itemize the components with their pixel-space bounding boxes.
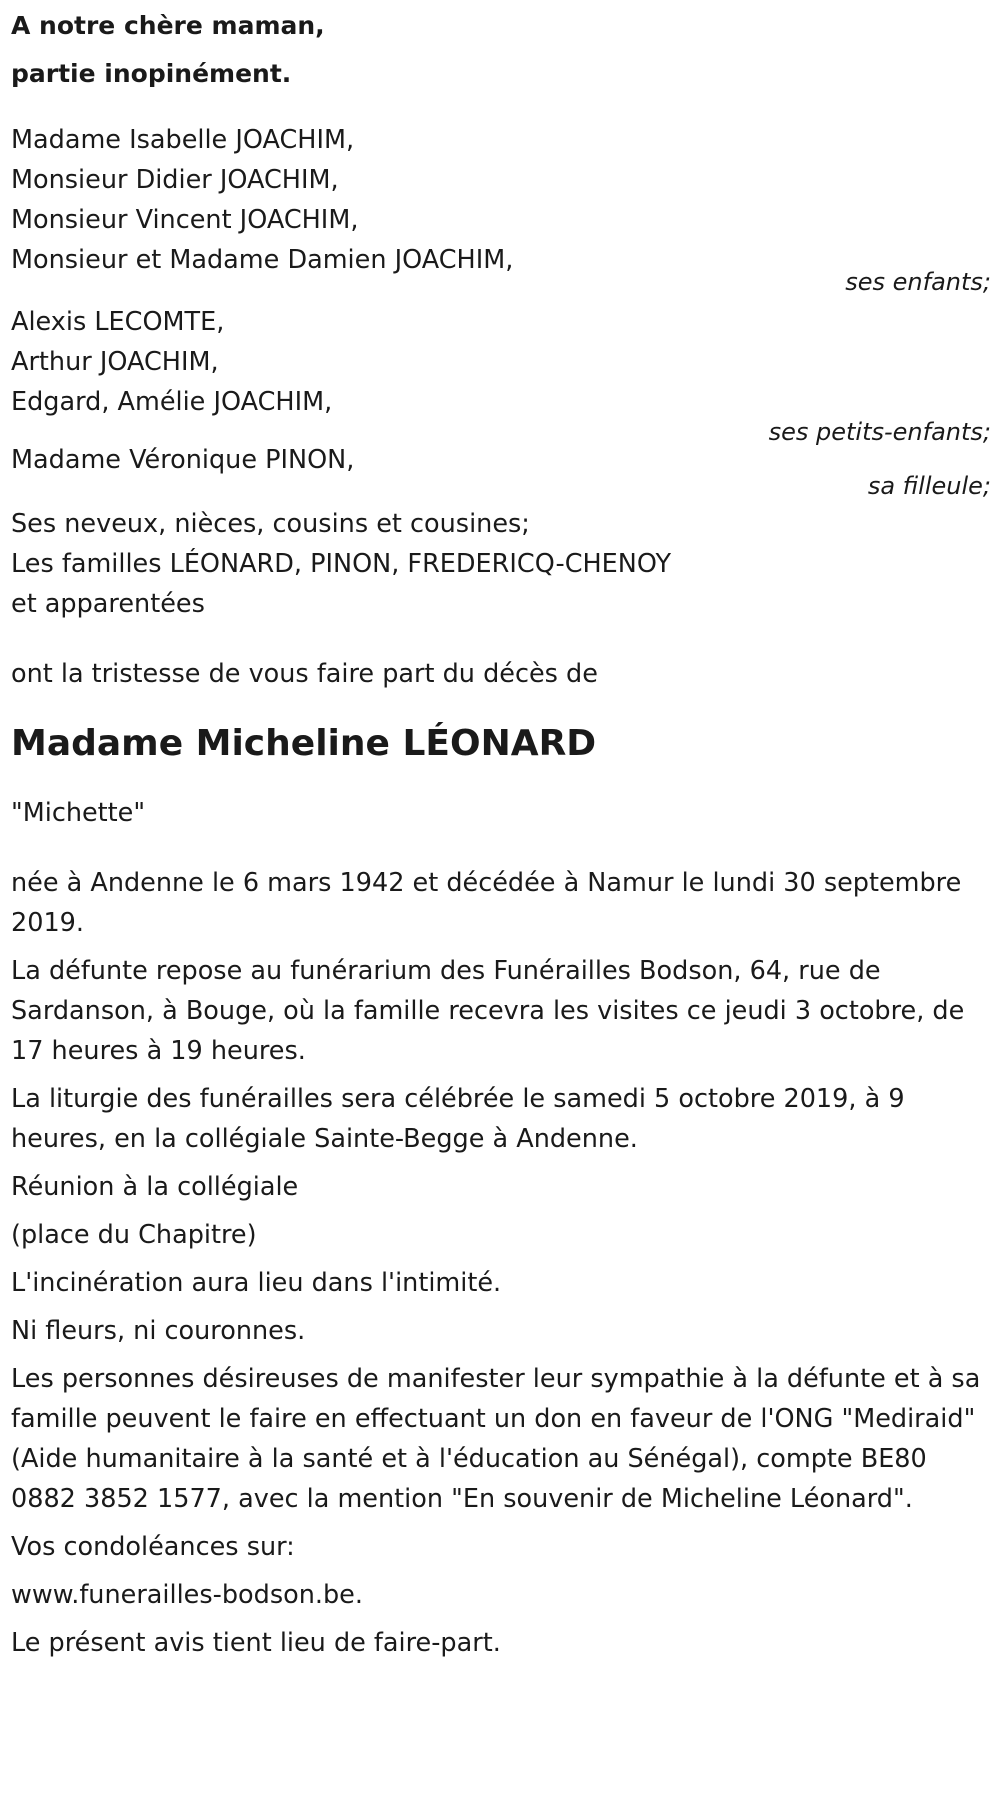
nickname: "Michette" [11,798,146,828]
intro-line-1: A notre chère maman, [11,11,325,40]
child-name: Monsieur Didier JOACHIM, [11,165,339,195]
goddaughter-name: Madame Véronique PINON, [11,445,355,475]
family-line: Les familles LÉONARD, PINON, FREDERICQ-CHENOY [11,549,672,579]
announcement-text: ont la tristesse de vous faire part du décès de [11,659,598,689]
child-name: Monsieur et Madame Damien JOACHIM, [11,245,514,275]
paragraph-liturgy: La liturgie des funérailles sera célébrée le samedi 5 octobre 2019, à 9 heures, en la collégiale Sainte-Begge à Andenne. [11,1084,905,1154]
paragraph-donation: Les personnes désireuses de manifester leur sympathie à la défunte et à sa famille peuvent le faire en effectuant un don en faveur de l'ONG "Mediraid" (Aide humanitaire à la santé et à l'éducation au Sénégal), compte BE80 0882 3852 1577, avec la mention "En souvenir de Micheline Léonard". [11,1364,981,1514]
goddaughter-group [11,440,1000,500]
family-line: et apparentées [11,589,205,619]
grandchild-name: Arthur JOACHIM, [11,347,219,377]
intro-heading [11,0,1000,98]
goddaughter-role: sa filleule; [867,472,991,500]
intro-line-2: partie inopinément. [11,59,292,88]
family-group [11,504,1000,624]
paragraph-meeting: Réunion à la collégiale [11,1172,299,1202]
paragraph-funerarium: La défunte repose au funérarium des Funérailles Bodson, 64, rue de Sardanson, à Bouge, où la famille recevra les visites ce jeudi 3 octobre, de 17 heures à 19 heures. [11,956,965,1066]
paragraph-cremation: L'incinération aura lieu dans l'intimité. [11,1268,502,1298]
child-name: Madame Isabelle JOACHIM, [11,125,355,155]
children-role: ses enfants; [845,268,991,296]
grandchild-name: Alexis LECOMTE, [11,307,225,337]
grandchildren-group [11,302,1000,446]
family-line: Ses neveux, nièces, cousins et cousines; [11,509,530,539]
deceased-name: Madame Micheline LÉONARD [11,723,597,764]
paragraph-birth-death: née à Andenne le 6 mars 1942 et décédée à Namur le lundi 30 septembre 2019. [11,868,962,938]
grandchild-name: Edgard, Amélie JOACHIM, [11,387,333,417]
paragraph-place: (place du Chapitre) [11,1220,257,1250]
paragraph-condolences: Vos condoléances sur: [11,1532,295,1562]
condolences-link[interactable]: www.funerailles-bodson.be. [11,1580,363,1610]
child-name: Monsieur Vincent JOACHIM, [11,205,359,235]
grandchildren-role: ses petits-enfants; [768,418,991,446]
paragraph-closing: Le présent avis tient lieu de faire-part. [11,1628,501,1658]
paragraph-no-flowers: Ni fleurs, ni couronnes. [11,1316,306,1346]
children-group [11,120,1000,296]
